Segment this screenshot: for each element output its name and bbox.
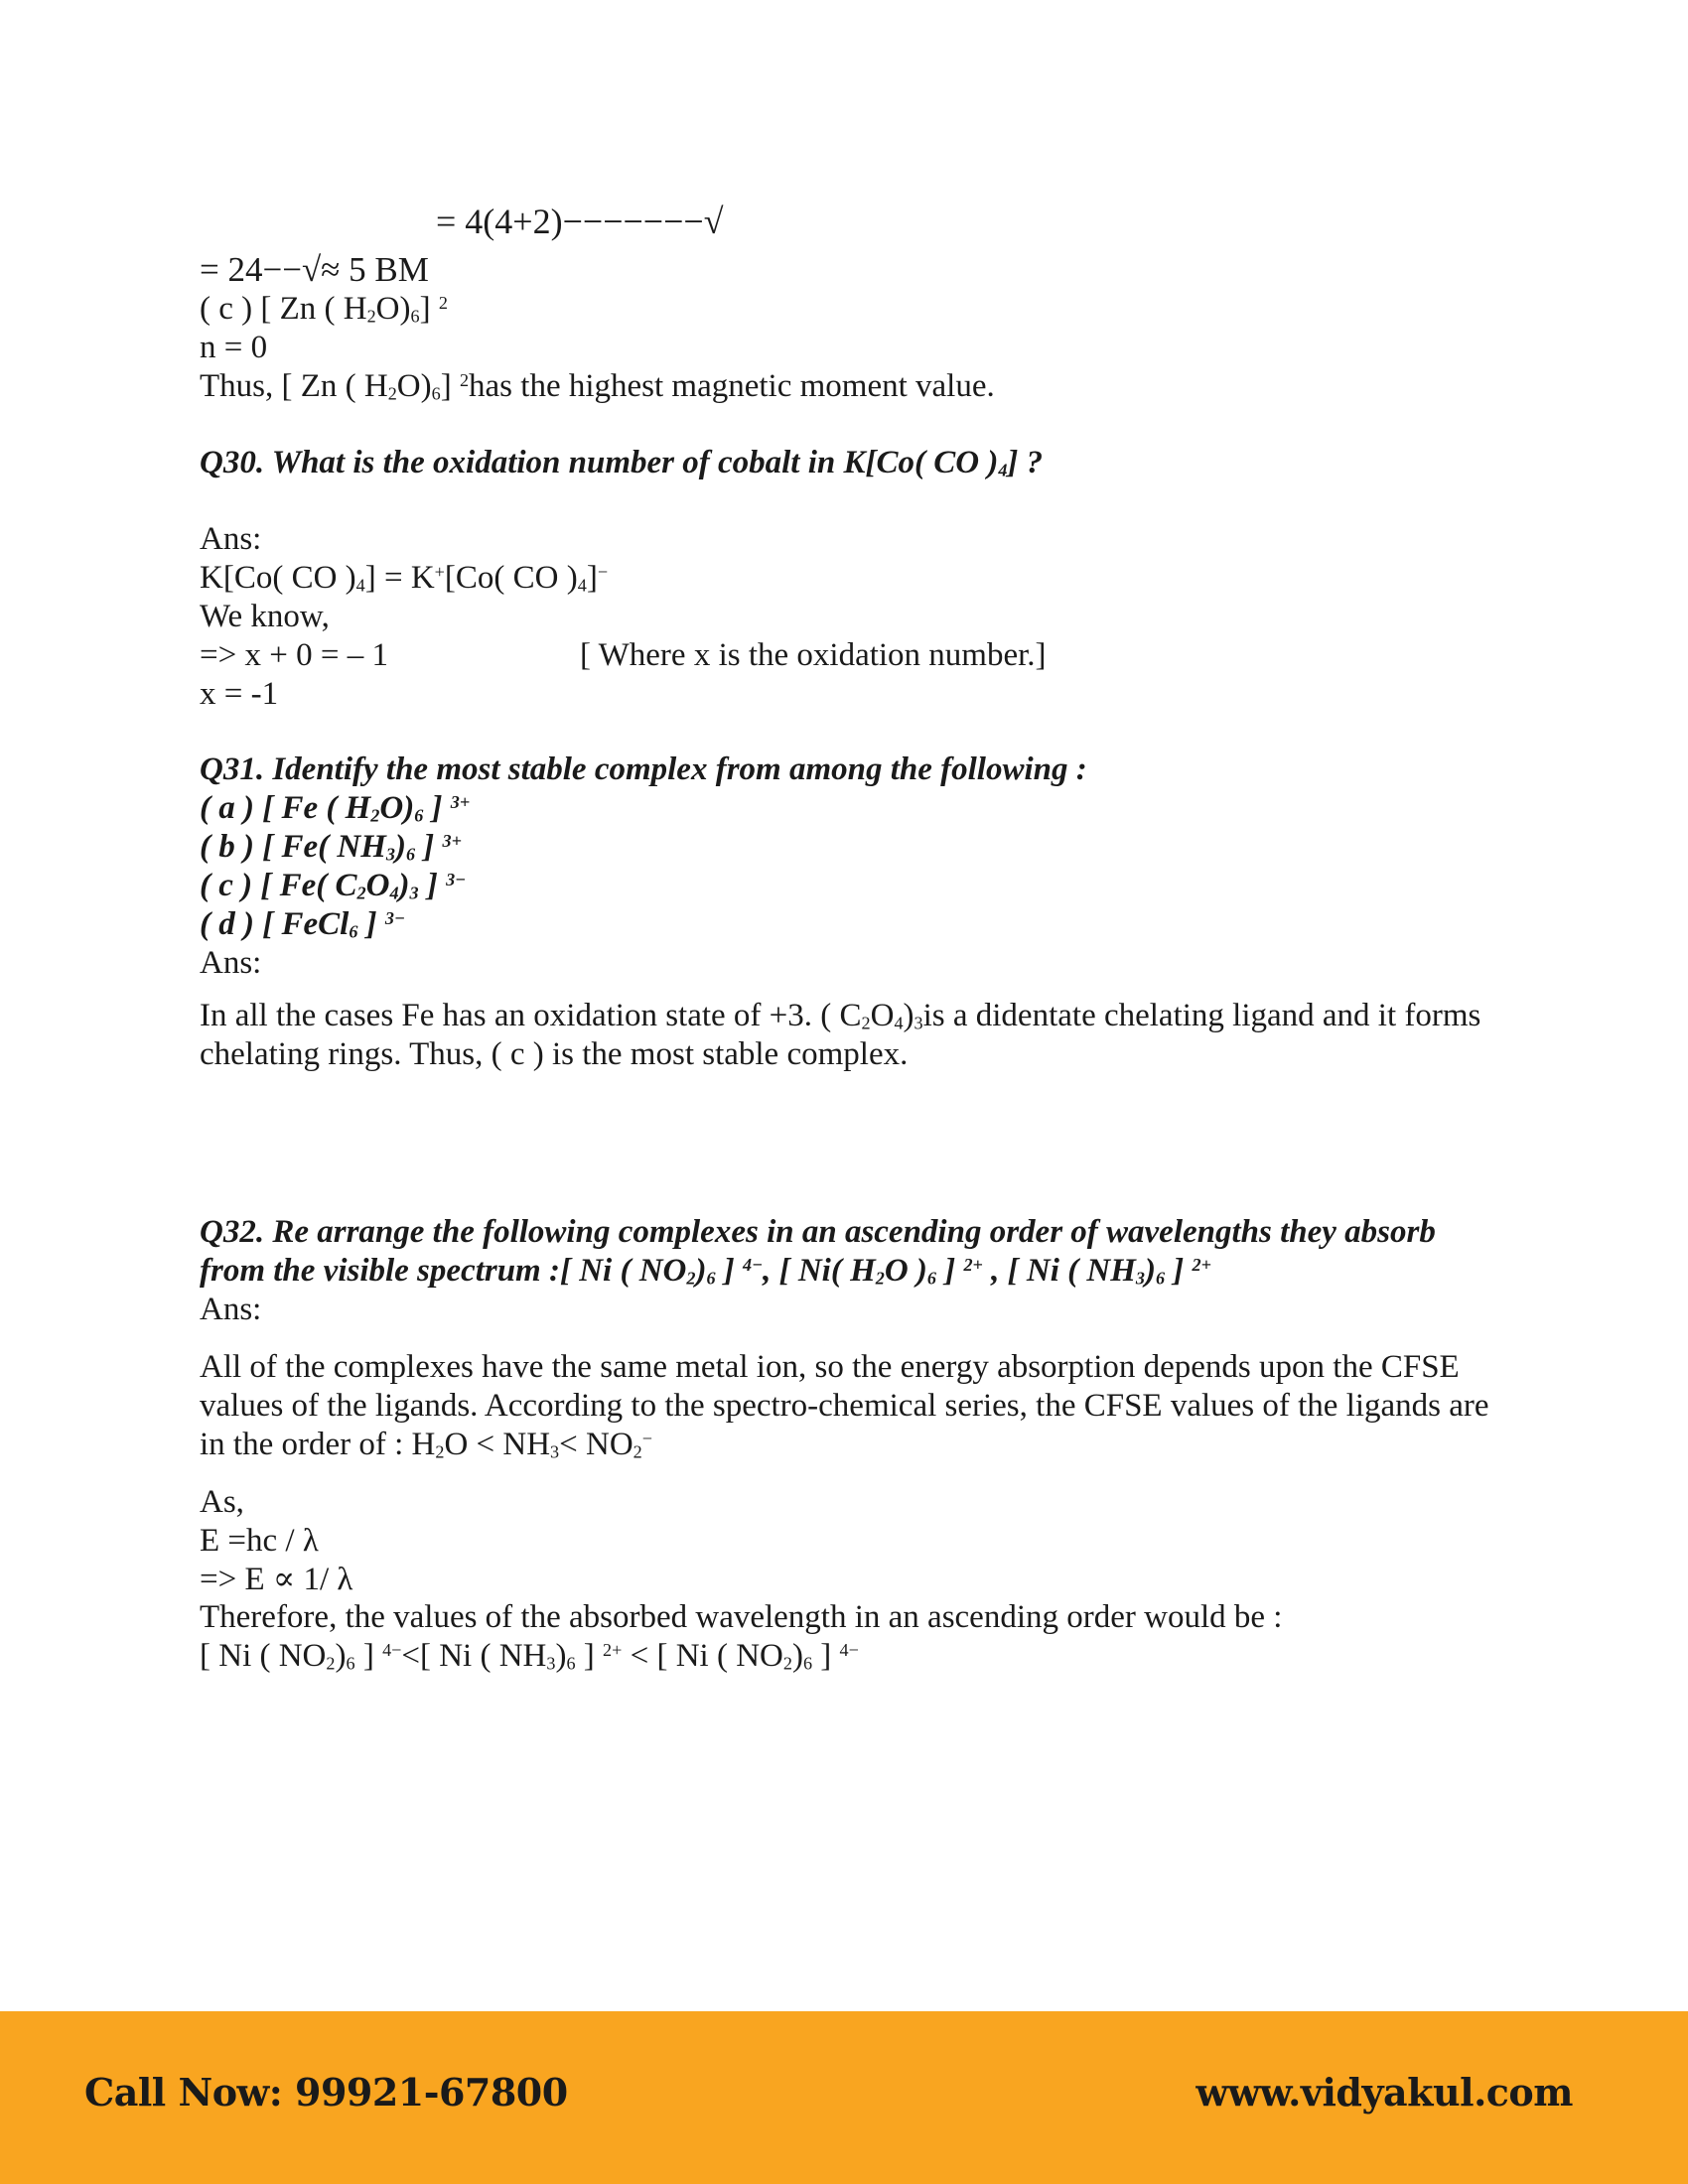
q32-as: As,	[200, 1484, 244, 1520]
q32-therefore: Therefore, the values of the absorbed wavelength in an ascending order would be :	[200, 1599, 1283, 1635]
q32-formula-1: E =hc / λ	[200, 1523, 319, 1559]
q32-answer-paragraph: All of the complexes have the same metal ion, so the energy absorption depends upon the CFSE values of the ligands. According to the spectro-chemical series, the CFSE values of the ligands are in the order of : $H_2O < NH_3< NO_2^-$	[200, 1349, 1489, 1462]
formula-line-1: = 4(4+2)−−−−−−−√	[436, 202, 724, 241]
question-30: Q30. What is the oxidation number of cobalt in K[Co( CO )$_4$] ?	[200, 445, 1044, 480]
q30-ans-label: Ans:	[200, 521, 262, 557]
q31-option-c: ( c ) [ Fe( $C_2O_4)_3$ ] $^{3-}$	[200, 868, 467, 903]
q32-ans-label: Ans:	[200, 1292, 262, 1327]
question-31: Q31. Identify the most stable complex from among the following :	[200, 751, 1087, 787]
q30-step: => x + 0 = – 1	[200, 637, 388, 673]
q32-formula-2: => E ∝ 1/ λ	[200, 1562, 353, 1597]
n-value-line: n = 0	[200, 330, 268, 365]
q31-ans-label: Ans:	[200, 945, 262, 981]
q31-option-b: ( b ) [ Fe( $NH_3)_6$ ] $^{3+}$	[200, 829, 462, 865]
q30-result: x = -1	[200, 676, 279, 712]
q31-option-d: ( d ) [ FeCl$_6$ ] $^{3-}$	[200, 906, 405, 942]
q32-order: [ Ni ( $NO_2)_6$ ] $^{4-}$<[ Ni ( $NH_3)_6$ ] $^{2+}$ < [ Ni ( $NO_2)_6$ ] $^{4-}$	[200, 1638, 859, 1674]
website-link[interactable]: www.vidyakul.com	[1196, 2070, 1573, 2115]
q30-we-know: We know,	[200, 599, 330, 634]
formula-line-2: = 24−−√≈ 5 BM	[200, 250, 429, 289]
q31-option-a: ( a ) [ Fe ( $H_2O)_6$ ] $^{3+}$	[200, 790, 471, 826]
q30-note: [ Where x is the oxidation number.]	[580, 637, 1047, 673]
q30-equation: K[Co( CO )$_4] = K^+[Co$( CO )$_4]^-$	[200, 560, 609, 596]
footer-banner	[0, 2011, 1688, 2184]
q31-answer: In all the cases Fe has an oxidation state of +3. ( $C_2O_4)_3is$ a didentate chelating ligand and it forms chelating rings. Thus, ( c ) is the most stable complex.	[200, 998, 1481, 1072]
conclusion-line: Thus, [ Zn ( $H_2O)_6$] $^2$has the highest magnetic moment value.	[200, 368, 995, 404]
option-c-line: ( c ) [ Zn ( $H_2O)_6$] $^2$	[200, 291, 448, 327]
question-32: Q32. Re arrange the following complexes in an ascending order of wavelengths they absorb from the visible spectrum :[ Ni ( $NO_2)_6$ ] $^{4-}$, [ Ni( $H_2O$ )$_6$ ] $^{2+}$ , [ Ni ( $NH_3)_6$ ] $^{2+}$	[200, 1214, 1436, 1289]
call-now-text[interactable]: Call Now: 99921-67800	[84, 2070, 568, 2115]
